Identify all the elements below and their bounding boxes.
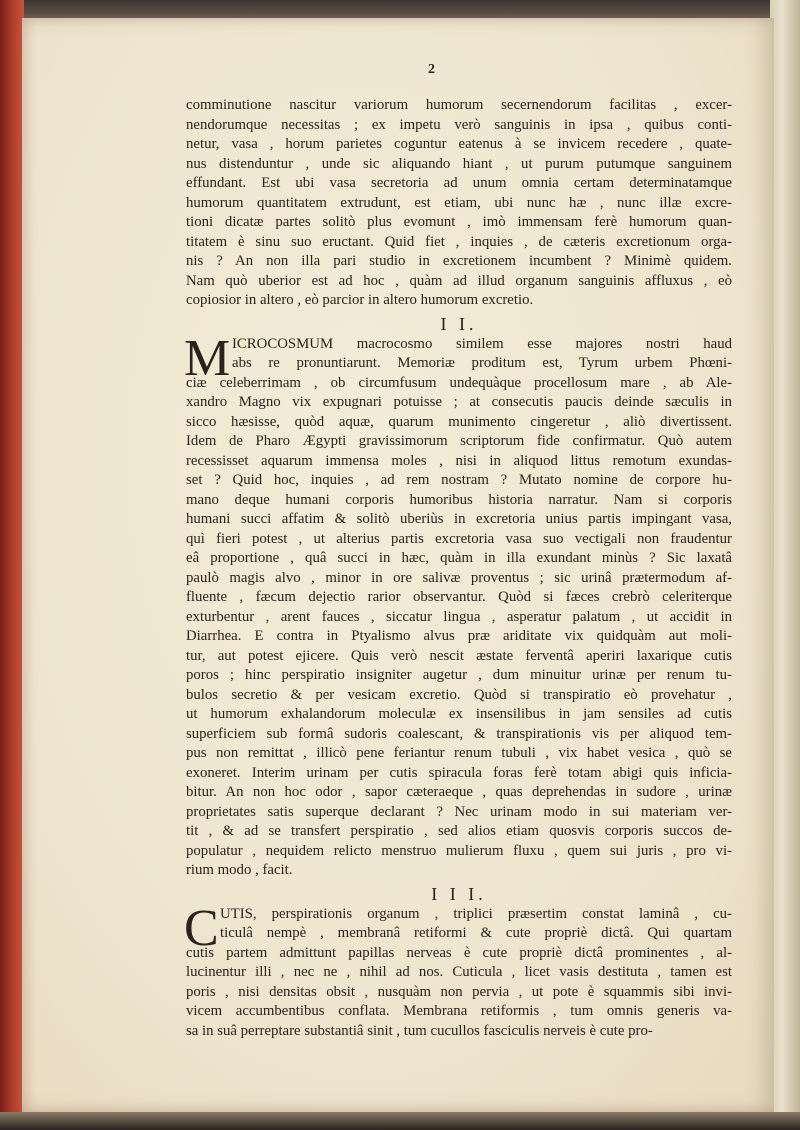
text-line: paulò magis alvo , minor in ore salivæ proventus ; sic urinâ prætermodum af- <box>186 569 732 586</box>
text-line: eâ proportione , quâ succi in hæc, quàm in illa exundant minùs ? Sic laxatâ <box>186 550 732 566</box>
text-block <box>186 96 732 1041</box>
text-line: xandro Magno vix expugnari potuisse ; at consecutis paucis deinde sæculis in <box>186 394 732 410</box>
section-2-paragraph <box>184 329 732 881</box>
text-line: netur, vasa , horum parietes coguntur eatenus à se invicem recedere , quate- <box>186 136 732 152</box>
book-bottom-edge <box>0 1112 800 1130</box>
text-line: superficiem sub formâ sudoris coalescant, & transpirationis vis per aliquod tem- <box>186 725 732 742</box>
text-line: vicem accumbentibus conflata. Membrana retiformis , tum omnis generis va- <box>186 1003 732 1019</box>
text-line: nus distenduntur , unde sic aliquando hiant , ut purum putumque sanguinem <box>186 155 732 172</box>
text-line: sicco hæsisse, quòd aquæ, quarum munimento cingeretur , aliò divertissent. <box>186 413 732 430</box>
text-line: Diarrhea. E contra in Ptyalismo alvus præ ariditate vix quidquàm aut moli- <box>186 628 732 644</box>
section-2-heading: I I. <box>440 313 478 334</box>
text-line: sa in suâ perreptare substantiâ sinit , tum cucullos fasciculis nerveis è cute pro- <box>186 1022 653 1039</box>
page-number: 2 <box>428 62 435 77</box>
text-line: pus non remittat , illicò pene feriantur renum tubuli , vix habet vesica , quò se <box>186 745 732 761</box>
text-line: rium modo , facit. <box>186 862 293 878</box>
text-line: nis ? An non illa pari studio in excretionem incumbent ? Minimè quidem. <box>186 253 732 269</box>
text-line: poris , nisi densitas obsit , nusquàm non pervia , ut pote è squammis sibi invi- <box>186 983 732 1000</box>
text-line: ICROCOSMUM macrocosmo similem esse majores nostri haud <box>232 335 732 352</box>
section-3-heading: I I I. <box>431 883 487 904</box>
text-line: quì fieri potest , ut alterius partis excretoria vasa suo vectigali non fraudentur <box>186 530 732 547</box>
text-line: mano deque humani corporis humoribus historia narratur. Nam si corporis <box>186 491 732 508</box>
text-line: Nam quò uberior est ad hoc , quàm ad illud organum sanguinis affluxus , eò <box>186 272 732 289</box>
text-line: exturbentur , arent fauces , siccatur lingua , asperatur palatum , ut accidit in <box>186 608 732 625</box>
text-line: tioni dicatæ partes solitò plus evomunt , imò immensam ferè humorum quan- <box>186 214 732 230</box>
text-line: exoneret. Interim urinam per cutis spiracula foras ferè totam abigi quis inficia- <box>186 764 732 781</box>
text-line: effundant. Est ubi vasa secretoria ad unum omnia certam determinatamque <box>186 175 732 191</box>
next-page-edge <box>770 0 800 1130</box>
text-line: ticulâ nempè , membranâ retiformi & cute propriè dictâ. Qui quartam <box>220 925 732 941</box>
text-line: poros ; hinc perspiratio insigniter augetur , dum minuitur urinæ per renum tu- <box>186 667 732 683</box>
text-line: Idem de Pharo Ægypti gravissimorum scriptorum fide confirmatur. Quò autem <box>186 433 732 449</box>
drop-cap-m: M <box>184 329 231 387</box>
text-line: proprietates satis superque declarant ? Nec urinam modo in sui materiam ver- <box>186 803 732 820</box>
text-line: bulos secretio & per vesicam excretio. Quòd si transpiratio eò provehatur , <box>186 686 732 703</box>
text-line: ciæ celeberrimam , ob circumfusum undequàque procellosum mare , ab Ale- <box>186 374 732 391</box>
text-line: copiosior in altero , eò parcior in altero humorum excretio. <box>186 292 534 308</box>
text-line: tit , & ad se transfert perspiratio , sed alios etiam quosvis corporis succos de- <box>186 823 732 839</box>
text-line: abs re pronuntiarunt. Memoriæ proditum est, Tyrum urbem Phœni- <box>232 355 732 371</box>
drop-cap-c: C <box>184 899 219 957</box>
text-line: humorum quantitatem extrudunt, est etiam, ubi nunc hæ , nunc illæ excre- <box>186 194 732 211</box>
text-line: UTIS, perspirationis organum , triplici præsertim constat laminâ , cu- <box>220 905 732 922</box>
section-1-paragraph <box>186 96 732 311</box>
text-line: humani succi affatim & solitò uberiùs in excretoria unius partis impingant vasa, <box>186 511 732 527</box>
text-line: ut humorum exhalandorum moleculæ ex insensilibus in jam sensiles ad cutis <box>186 706 732 722</box>
text-line: lucinentur illi , nec ne , nihil ad nos. Cuticula , licet vasis destituta , tamen est <box>186 964 732 980</box>
text-line: titatem è sinu suo eructant. Quid fiet , inquies , de cæteris excretionum orga- <box>186 233 732 250</box>
text-line: nendorumque necessitas ; ex impetu verò sanguinis in ipsa , quibus conti- <box>186 116 732 133</box>
text-line: populatur , nequidem relicto menstruo mulierum fluxu , quem sui juris , pro vi- <box>186 842 732 859</box>
text-line: fluente , fæcum dejectio rarior observantur. Quòd si fæces crebrò celeriterque <box>186 589 732 605</box>
text-line: set ? Quid hoc, inquies , ad rem nostram ? Mutato nomine de corpore hu- <box>186 472 732 488</box>
text-line: comminutione nascitur variorum humorum secernendorum facilitas , excer- <box>186 97 732 113</box>
text-line: recessisset aquarum immensa moles , nisi in aliquod littus remotum exundas- <box>186 452 732 469</box>
book-spine <box>0 0 24 1130</box>
section-3-paragraph <box>184 899 732 1042</box>
text-line: cutis partem admittunt papillas nerveas è cute propriè dictâ prominentes , al- <box>186 944 732 961</box>
text-line: tur, aut potest ejicere. Quis verò nescit æstate ferventâ aperiri laxarique cutis <box>186 647 732 664</box>
text-line: bitur. An non hoc odor , sapor cæteraeque , quas deprehendas in sudore , urinæ <box>186 784 732 800</box>
